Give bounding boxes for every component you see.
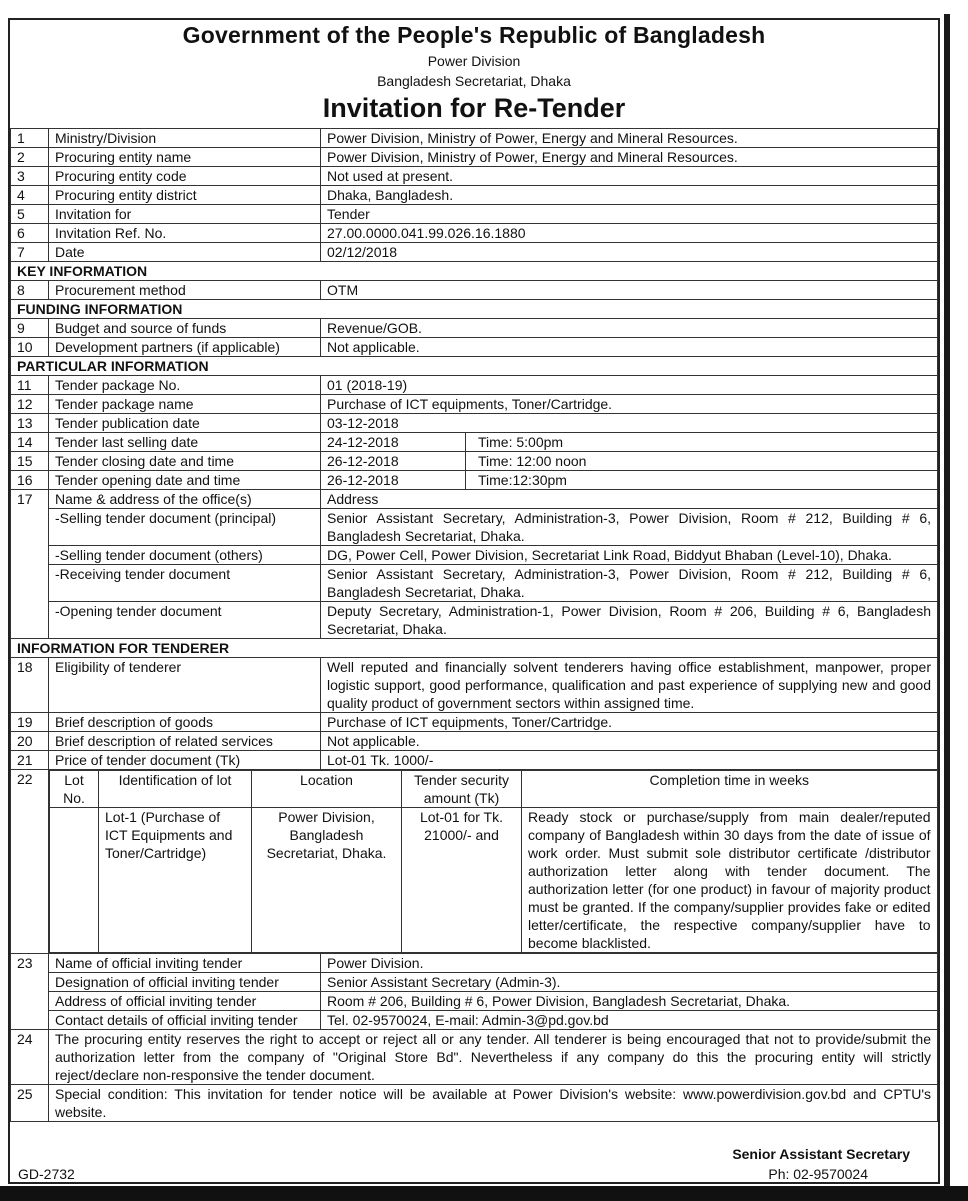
lot-location-header: Location	[252, 771, 402, 808]
section-row	[11, 262, 938, 281]
division-name: Power Division	[427, 53, 521, 69]
page-shadow-bottom	[0, 1186, 968, 1201]
office-address: Senior Assistant Secretary, Administration-3, Power Division, Room # 212, Building # 6, Bangladesh Secretariat, Dhaka.	[321, 509, 938, 546]
row-value: Tel. 02-9570024, E-mail: Admin-3@pd.gov.bd	[321, 1011, 938, 1030]
row-value	[321, 433, 938, 452]
lot-header-row	[50, 771, 938, 808]
row-value	[321, 471, 938, 490]
row-number: 7	[11, 243, 49, 262]
row-number: 22	[11, 770, 49, 954]
row-value: 02/12/2018	[321, 243, 938, 262]
row-label: Budget and source of funds	[49, 319, 321, 338]
lot-identification-header: Identification of lot	[99, 771, 252, 808]
date-value: 26-12-2018	[321, 471, 466, 489]
table-row	[11, 732, 938, 751]
row-value: Room # 206, Building # 6, Power Division, Bangladesh Secretariat, Dhaka.	[321, 992, 938, 1011]
lot-no-header: Lot No.	[50, 771, 99, 808]
lot-completion: Ready stock or purchase/supply from main dealer/reputed company of Bangladesh within 30 days from the date of issue of work order. Must submit sole distributor certificate /distributor authorization letter along with tender document. The authorization letter (for one product) in favour of majority product must be granted. If the company/supplier provides fake or edited letter/certificate, the respective company/supplier have to become blacklisted.	[522, 808, 938, 953]
row-number: 11	[11, 376, 49, 395]
table-row	[11, 471, 938, 490]
row-label: Procuring entity name	[49, 148, 321, 167]
office-label: -Selling tender document (principal)	[49, 509, 321, 546]
row-label: Brief description of related services	[49, 732, 321, 751]
row-label: Procuring entity code	[49, 167, 321, 186]
notice-code: GD-2732	[18, 1166, 75, 1182]
row-number: 21	[11, 751, 49, 770]
time-value: Time: 12:00 noon	[478, 453, 587, 469]
table-row	[11, 376, 938, 395]
section-row	[11, 357, 938, 376]
row-number: 17	[11, 490, 49, 639]
lot-no	[50, 808, 99, 953]
row-label: Procurement method	[49, 281, 321, 300]
row-number: 1	[11, 129, 49, 148]
row-label: Tender package name	[49, 395, 321, 414]
table-row	[11, 186, 938, 205]
row-number: 5	[11, 205, 49, 224]
date-value: 26-12-2018	[321, 452, 466, 470]
row-number: 19	[11, 713, 49, 732]
row-label: Tender closing date and time	[49, 452, 321, 471]
row-number: 8	[11, 281, 49, 300]
row-value: Well reputed and financially solvent tenderers having office establishment, manpower, proper logistic support, good performance, qualification and past experience of supplying new and good quality product of government sectors within assigned time.	[321, 658, 938, 713]
row-value: Senior Assistant Secretary (Admin-3).	[321, 973, 938, 992]
tender-notice	[8, 18, 940, 1184]
section-row	[11, 639, 938, 658]
time-value: Time: 5:00pm	[478, 434, 564, 450]
row-number: 3	[11, 167, 49, 186]
table-row	[11, 1011, 938, 1030]
lot-completion-header: Completion time in weeks	[522, 771, 938, 808]
office-label: -Selling tender document (others)	[49, 546, 321, 565]
table-row	[11, 433, 938, 452]
date-value: 24-12-2018	[321, 433, 466, 451]
row-label: Designation of official inviting tender	[49, 973, 321, 992]
row-number: 4	[11, 186, 49, 205]
table-row	[11, 1030, 938, 1085]
row-value: Address	[321, 490, 938, 509]
row-label: Tender opening date and time	[49, 471, 321, 490]
row-label: Price of tender document (Tk)	[49, 751, 321, 770]
table-row	[11, 658, 938, 713]
row-value: OTM	[321, 281, 938, 300]
row-value: Purchase of ICT equipments, Toner/Cartridge.	[321, 713, 938, 732]
table-row	[11, 395, 938, 414]
page-shadow-right	[944, 14, 950, 1188]
office-label: -Receiving tender document	[49, 565, 321, 602]
row-value: 27.00.0000.041.99.026.16.1880	[321, 224, 938, 243]
row-value: 03-12-2018	[321, 414, 938, 433]
row-label: Invitation Ref. No.	[49, 224, 321, 243]
table-row	[11, 319, 938, 338]
table-row	[11, 546, 938, 565]
lot-row	[50, 808, 938, 953]
table-row	[11, 751, 938, 770]
row-value: Dhaka, Bangladesh.	[321, 186, 938, 205]
row-label: Contact details of official inviting tender	[49, 1011, 321, 1030]
table-row	[11, 1085, 938, 1122]
lot-location: Power Division, Bangladesh Secretariat, Dhaka.	[252, 808, 402, 953]
table-row	[11, 602, 938, 639]
row-value: Not used at present.	[321, 167, 938, 186]
row-number: 10	[11, 338, 49, 357]
lot-table	[49, 770, 938, 953]
row-number: 16	[11, 471, 49, 490]
table-row	[11, 338, 938, 357]
row-number: 25	[11, 1085, 49, 1122]
secretariat-address: Bangladesh Secretariat, Dhaka	[377, 73, 571, 89]
row-label: Eligibility of tenderer	[49, 658, 321, 713]
row-value: Not applicable.	[321, 732, 938, 751]
row-number: 15	[11, 452, 49, 471]
row-number: 14	[11, 433, 49, 452]
row-label: Tender publication date	[49, 414, 321, 433]
table-row	[11, 129, 938, 148]
row-label: Name of official inviting tender	[49, 954, 321, 973]
tender-table	[10, 128, 938, 1122]
row-number: 18	[11, 658, 49, 713]
lot-identification: Lot-1 (Purchase of ICT Equipments and Toner/Cartridge)	[99, 808, 252, 953]
table-row	[11, 954, 938, 973]
row-value: Revenue/GOB.	[321, 319, 938, 338]
row-label: Ministry/Division	[49, 129, 321, 148]
row-label: Brief description of goods	[49, 713, 321, 732]
row-value	[321, 452, 938, 471]
row-label: Address of official inviting tender	[49, 992, 321, 1011]
table-row	[11, 973, 938, 992]
row-value: Purchase of ICT equipments, Toner/Cartridge.	[321, 395, 938, 414]
table-row	[11, 992, 938, 1011]
row-value: Lot-01 Tk. 1000/-	[321, 751, 938, 770]
row-number: 24	[11, 1030, 49, 1085]
row-number: 20	[11, 732, 49, 751]
row-number: 2	[11, 148, 49, 167]
signatory-title: Senior Assistant Secretary	[732, 1146, 910, 1162]
section-heading-key: KEY INFORMATION	[11, 262, 938, 281]
reservation-clause: The procuring entity reserves the right to accept or reject all or any tender. All tenderer is being encouraged that not to provide/submit the authorization letter from the company of "Original Store Bd". Nevertheless if any company do this the procuring entity will strictly reject/declare non-responsive the tender document.	[49, 1030, 938, 1085]
row-number: 23	[11, 954, 49, 1030]
special-condition: Special condition: This invitation for tender notice will be available at Power Division's website: www.powerdivision.gov.bd and CPTU's website.	[49, 1085, 938, 1122]
row-value: Not applicable.	[321, 338, 938, 357]
time-value: Time:12:30pm	[478, 472, 567, 488]
office-label: -Opening tender document	[49, 602, 321, 639]
government-title: Government of the People's Republic of Bangladesh	[182, 22, 766, 48]
lot-security-header: Tender security amount (Tk)	[402, 771, 522, 808]
section-heading-tenderer: INFORMATION FOR TENDERER	[11, 639, 938, 658]
row-label: Tender last selling date	[49, 433, 321, 452]
notice-title: Invitation for Re-Tender	[322, 93, 626, 123]
table-row	[11, 713, 938, 732]
row-number: 13	[11, 414, 49, 433]
lot-table-cell	[49, 770, 938, 954]
row-label: Procuring entity district	[49, 186, 321, 205]
row-label: Name & address of the office(s)	[49, 490, 321, 509]
table-row	[11, 224, 938, 243]
section-row	[11, 300, 938, 319]
row-label: Date	[49, 243, 321, 262]
row-value: Power Division.	[321, 954, 938, 973]
section-heading-funding: FUNDING INFORMATION	[11, 300, 938, 319]
row-label: Invitation for	[49, 205, 321, 224]
table-row	[11, 509, 938, 546]
table-row	[11, 281, 938, 300]
row-number: 6	[11, 224, 49, 243]
table-row	[11, 167, 938, 186]
row-number: 12	[11, 395, 49, 414]
lot-security: Lot-01 for Tk. 21000/- and	[402, 808, 522, 953]
row-value: 01 (2018-19)	[321, 376, 938, 395]
row-label: Development partners (if applicable)	[49, 338, 321, 357]
office-address: Senior Assistant Secretary, Administration-3, Power Division, Room # 212, Building # 6, Bangladesh Secretariat, Dhaka.	[321, 565, 938, 602]
table-row	[11, 243, 938, 262]
table-row	[11, 490, 938, 509]
signatory-phone: Ph: 02-9570024	[768, 1166, 868, 1182]
table-row	[11, 770, 938, 954]
row-label: Tender package No.	[49, 376, 321, 395]
row-number: 9	[11, 319, 49, 338]
office-address: Deputy Secretary, Administration-1, Power Division, Room # 206, Building # 6, Bangladesh Secretariat, Dhaka.	[321, 602, 938, 639]
table-row	[11, 452, 938, 471]
table-row	[11, 205, 938, 224]
row-value: Power Division, Ministry of Power, Energy and Mineral Resources.	[321, 148, 938, 167]
row-value: Power Division, Ministry of Power, Energy and Mineral Resources.	[321, 129, 938, 148]
row-value: Tender	[321, 205, 938, 224]
table-row	[11, 148, 938, 167]
table-row	[11, 565, 938, 602]
table-row	[11, 414, 938, 433]
office-address: DG, Power Cell, Power Division, Secretariat Link Road, Biddyut Bhaban (Level-10), Dhaka.	[321, 546, 938, 565]
section-heading-particular: PARTICULAR INFORMATION	[11, 357, 938, 376]
